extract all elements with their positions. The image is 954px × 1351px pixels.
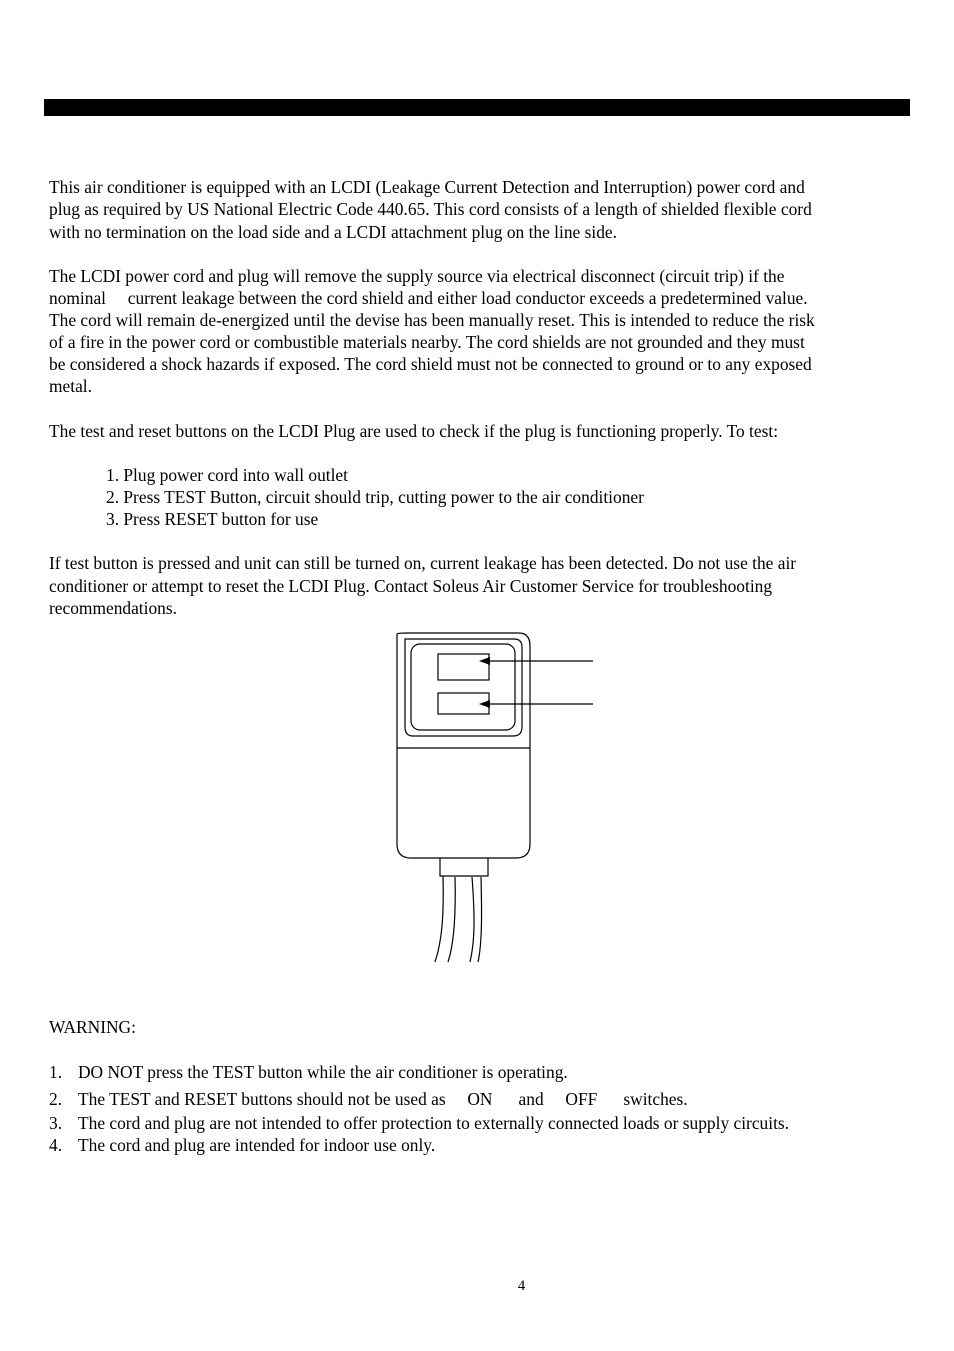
warning-number: 1.	[49, 1062, 63, 1082]
warning-number: 2.	[49, 1089, 63, 1109]
lcdi-plug-illustration	[380, 626, 610, 971]
paragraph-4-line-2: conditioner or attempt to reset the LCDI Plug. Contact Soleus Air Customer Service for troubleshooting	[49, 576, 773, 596]
step-2: 2. Press TEST Button, circuit should trip, cutting power to the air conditioner	[106, 487, 644, 507]
step-1: 1. Plug power cord into wall outlet	[106, 465, 348, 485]
paragraph-4-line-3: recommendations.	[49, 598, 177, 618]
paragraph-2-line-6: metal.	[49, 376, 92, 396]
warning-number: 4.	[49, 1135, 63, 1155]
warning-text: The TEST and RESET buttons should not be used as ON and OFF switches.	[78, 1089, 688, 1109]
plug-body	[397, 633, 530, 858]
test-button-drawing	[438, 654, 489, 680]
step-3: 3. Press RESET button for use	[106, 509, 319, 529]
warning-text: The cord and plug are not intended to offer protection to externally connected loads or supply circuits.	[78, 1113, 790, 1133]
paragraph-2-line-1: The LCDI power cord and plug will remove the supply source via electrical disconnect (circuit trip) if the	[49, 266, 785, 286]
paragraph-1-line-1: This air conditioner is equipped with an LCDI (Leakage Current Detection and Interruption) power cord and	[49, 177, 805, 197]
paragraph-1-line-2: plug as required by US National Electric Code 440.65. This cord consists of a length of shielded flexible cord	[49, 199, 812, 219]
warning-text: DO NOT press the TEST button while the air conditioner is operating.	[78, 1062, 568, 1082]
paragraph-2-line-3: The cord will remain de-energized until the devise has been manually reset. This is intended to reduce the risk	[49, 310, 815, 330]
arrow-test-head	[479, 657, 490, 665]
arrow-reset-head	[479, 700, 490, 708]
warning-text: The cord and plug are intended for indoor use only.	[78, 1135, 436, 1155]
paragraph-4-line-1: If test button is pressed and unit can still be turned on, current leakage has been detected. Do not use the air	[49, 553, 797, 573]
warning-heading: WARNING:	[49, 1017, 136, 1037]
cord	[435, 876, 482, 962]
page-number: 4	[517, 1278, 526, 1294]
paragraph-3: The test and reset buttons on the LCDI Plug are used to check if the plug is functioning properly. To test:	[49, 421, 779, 441]
warning-number: 3.	[49, 1113, 63, 1133]
paragraph-2-line-4: of a fire in the power cord or combustible materials nearby. The cord shields are not grounded and they must	[49, 332, 805, 352]
cord-neck	[440, 858, 488, 876]
paragraph-1-line-3: with no termination on the load side and a LCDI attachment plug on the line side.	[49, 222, 617, 242]
paragraph-2-line-5: be considered a shock hazards if exposed. The cord shield must not be connected to ground or to any exposed	[49, 354, 812, 374]
header-bar	[44, 99, 910, 116]
paragraph-2-line-2: nominal current leakage between the cord shield and either load conductor exceeds a predetermined value.	[49, 288, 808, 308]
